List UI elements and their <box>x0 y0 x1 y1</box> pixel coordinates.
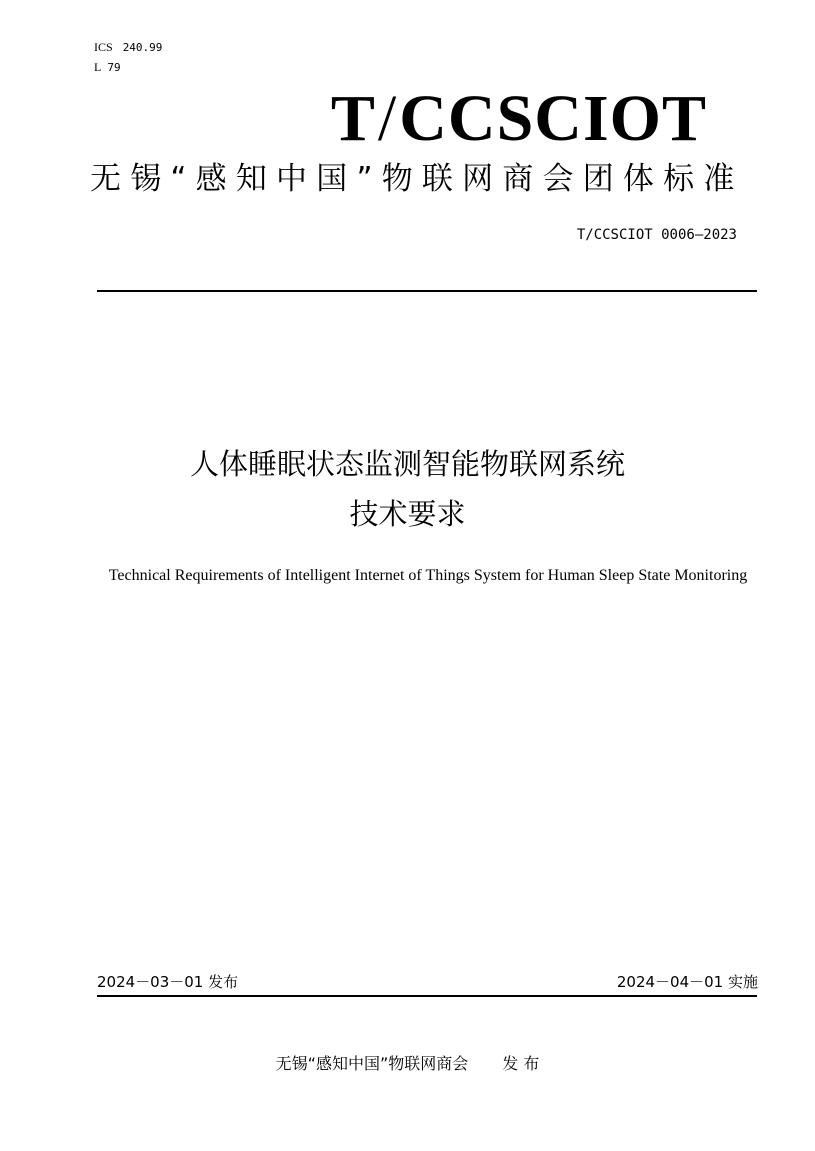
ics-code: 240.99 <box>122 41 163 54</box>
effective-date: 2024－04－01 实施 <box>616 973 758 991</box>
title-zh-line2: 技术要求 <box>349 497 466 531</box>
publish-action: 发 布 <box>502 1054 540 1073</box>
title-en: Technical Requirements of Intelligent Internet of Things System for Human Sleep State Monitoring <box>108 567 748 584</box>
brand-slash: / <box>377 82 398 155</box>
ics-label: ICS <box>94 40 113 54</box>
brand-prefix: T <box>330 82 376 155</box>
org-standard-title: 无锡“感知中国”物联网商会团体标准 <box>90 161 744 197</box>
ccs-code: 79 <box>107 61 121 74</box>
publisher-name: 无锡“感知中国”物联网商会 <box>275 1054 469 1073</box>
standard-number: T/CCSCIOT 0006—2023 <box>576 227 737 243</box>
standard-brand-mark <box>331 84 707 154</box>
publisher-line <box>0 1053 815 1075</box>
publish-date: 2024－03－01 发布 <box>97 973 239 991</box>
top-divider <box>97 290 757 292</box>
title-zh-line1: 人体睡眠状态监测智能物联网系统 <box>189 447 625 481</box>
brand-suffix: CCSCIOT <box>399 82 707 155</box>
ccs-label: L <box>94 60 102 74</box>
ccs-classification <box>94 60 121 75</box>
bottom-divider <box>97 995 757 997</box>
ics-classification <box>94 40 162 55</box>
